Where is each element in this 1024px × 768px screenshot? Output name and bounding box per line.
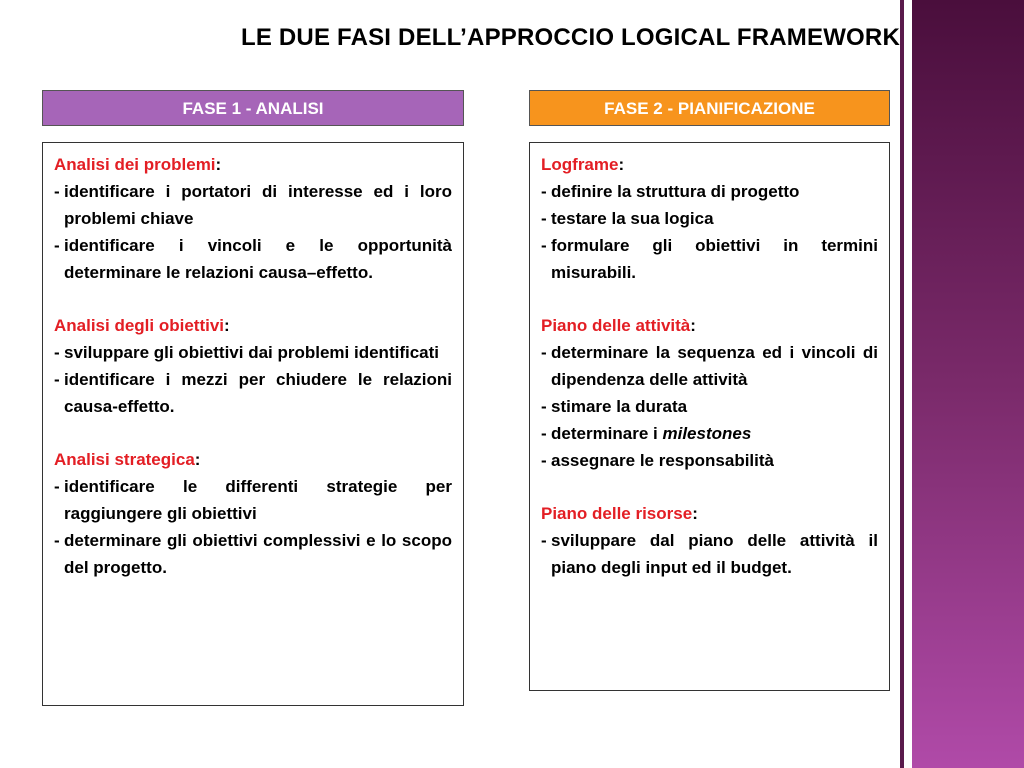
list-item: - identificare i vincoli e le opportunità determinare le relazioni causa–effetto. xyxy=(54,236,452,282)
decorative-divider-line xyxy=(900,0,904,768)
list-item: - definire la struttura di progetto xyxy=(541,182,800,201)
section-piano-risorse xyxy=(541,500,878,581)
phase-1-header: FASE 1 - ANALISI xyxy=(42,90,464,126)
list-item: - testare la sua logica xyxy=(541,209,714,228)
decorative-side-bar xyxy=(912,0,1024,768)
list-item: - identificare le differenti strategie per raggiungere gli obiettivi xyxy=(54,477,452,523)
list-item: - sviluppare gli obiettivi dai problemi identificati xyxy=(54,343,440,362)
list-item: - determinare i milestones xyxy=(541,424,752,443)
section-heading: Analisi dei problemi: xyxy=(54,155,222,174)
section-heading: Piano delle risorse: xyxy=(541,504,698,523)
list-item: - determinare gli obiettivi complessivi e lo scopo del progetto. xyxy=(54,531,452,577)
section-heading: Analisi strategica: xyxy=(54,450,201,469)
milestones-term: milestones xyxy=(662,424,752,443)
slide-title: LE DUE FASI DELL’APPROCCIO LOGICAL FRAMEWORK xyxy=(240,24,900,51)
section-logframe xyxy=(541,151,878,286)
phase-1-panel xyxy=(42,142,464,706)
list-item: - assegnare le responsabilità xyxy=(541,451,774,470)
list-item: - identificare i portatori di interesse ed i loro problemi chiave xyxy=(54,182,452,228)
section-heading: Piano delle attività: xyxy=(541,316,696,335)
phase-2-header: FASE 2 - PIANIFICAZIONE xyxy=(529,90,890,126)
section-piano-attivita xyxy=(541,312,878,474)
section-heading: Logframe: xyxy=(541,155,625,174)
section-analisi-obiettivi xyxy=(54,312,452,420)
list-item: - identificare i mezzi per chiudere le relazioni causa-effetto. xyxy=(54,370,452,416)
list-item: - formulare gli obiettivi in termini misurabili. xyxy=(541,236,878,282)
list-item: - sviluppare dal piano delle attività il piano degli input ed il budget. xyxy=(541,531,878,577)
list-item: - determinare la sequenza ed i vincoli di dipendenza delle attività xyxy=(541,343,878,389)
section-analisi-problemi xyxy=(54,151,452,286)
section-analisi-strategica xyxy=(54,446,452,581)
list-item: - stimare la durata xyxy=(541,397,688,416)
phase-2-panel xyxy=(529,142,890,691)
section-heading: Analisi degli obiettivi: xyxy=(54,316,230,335)
